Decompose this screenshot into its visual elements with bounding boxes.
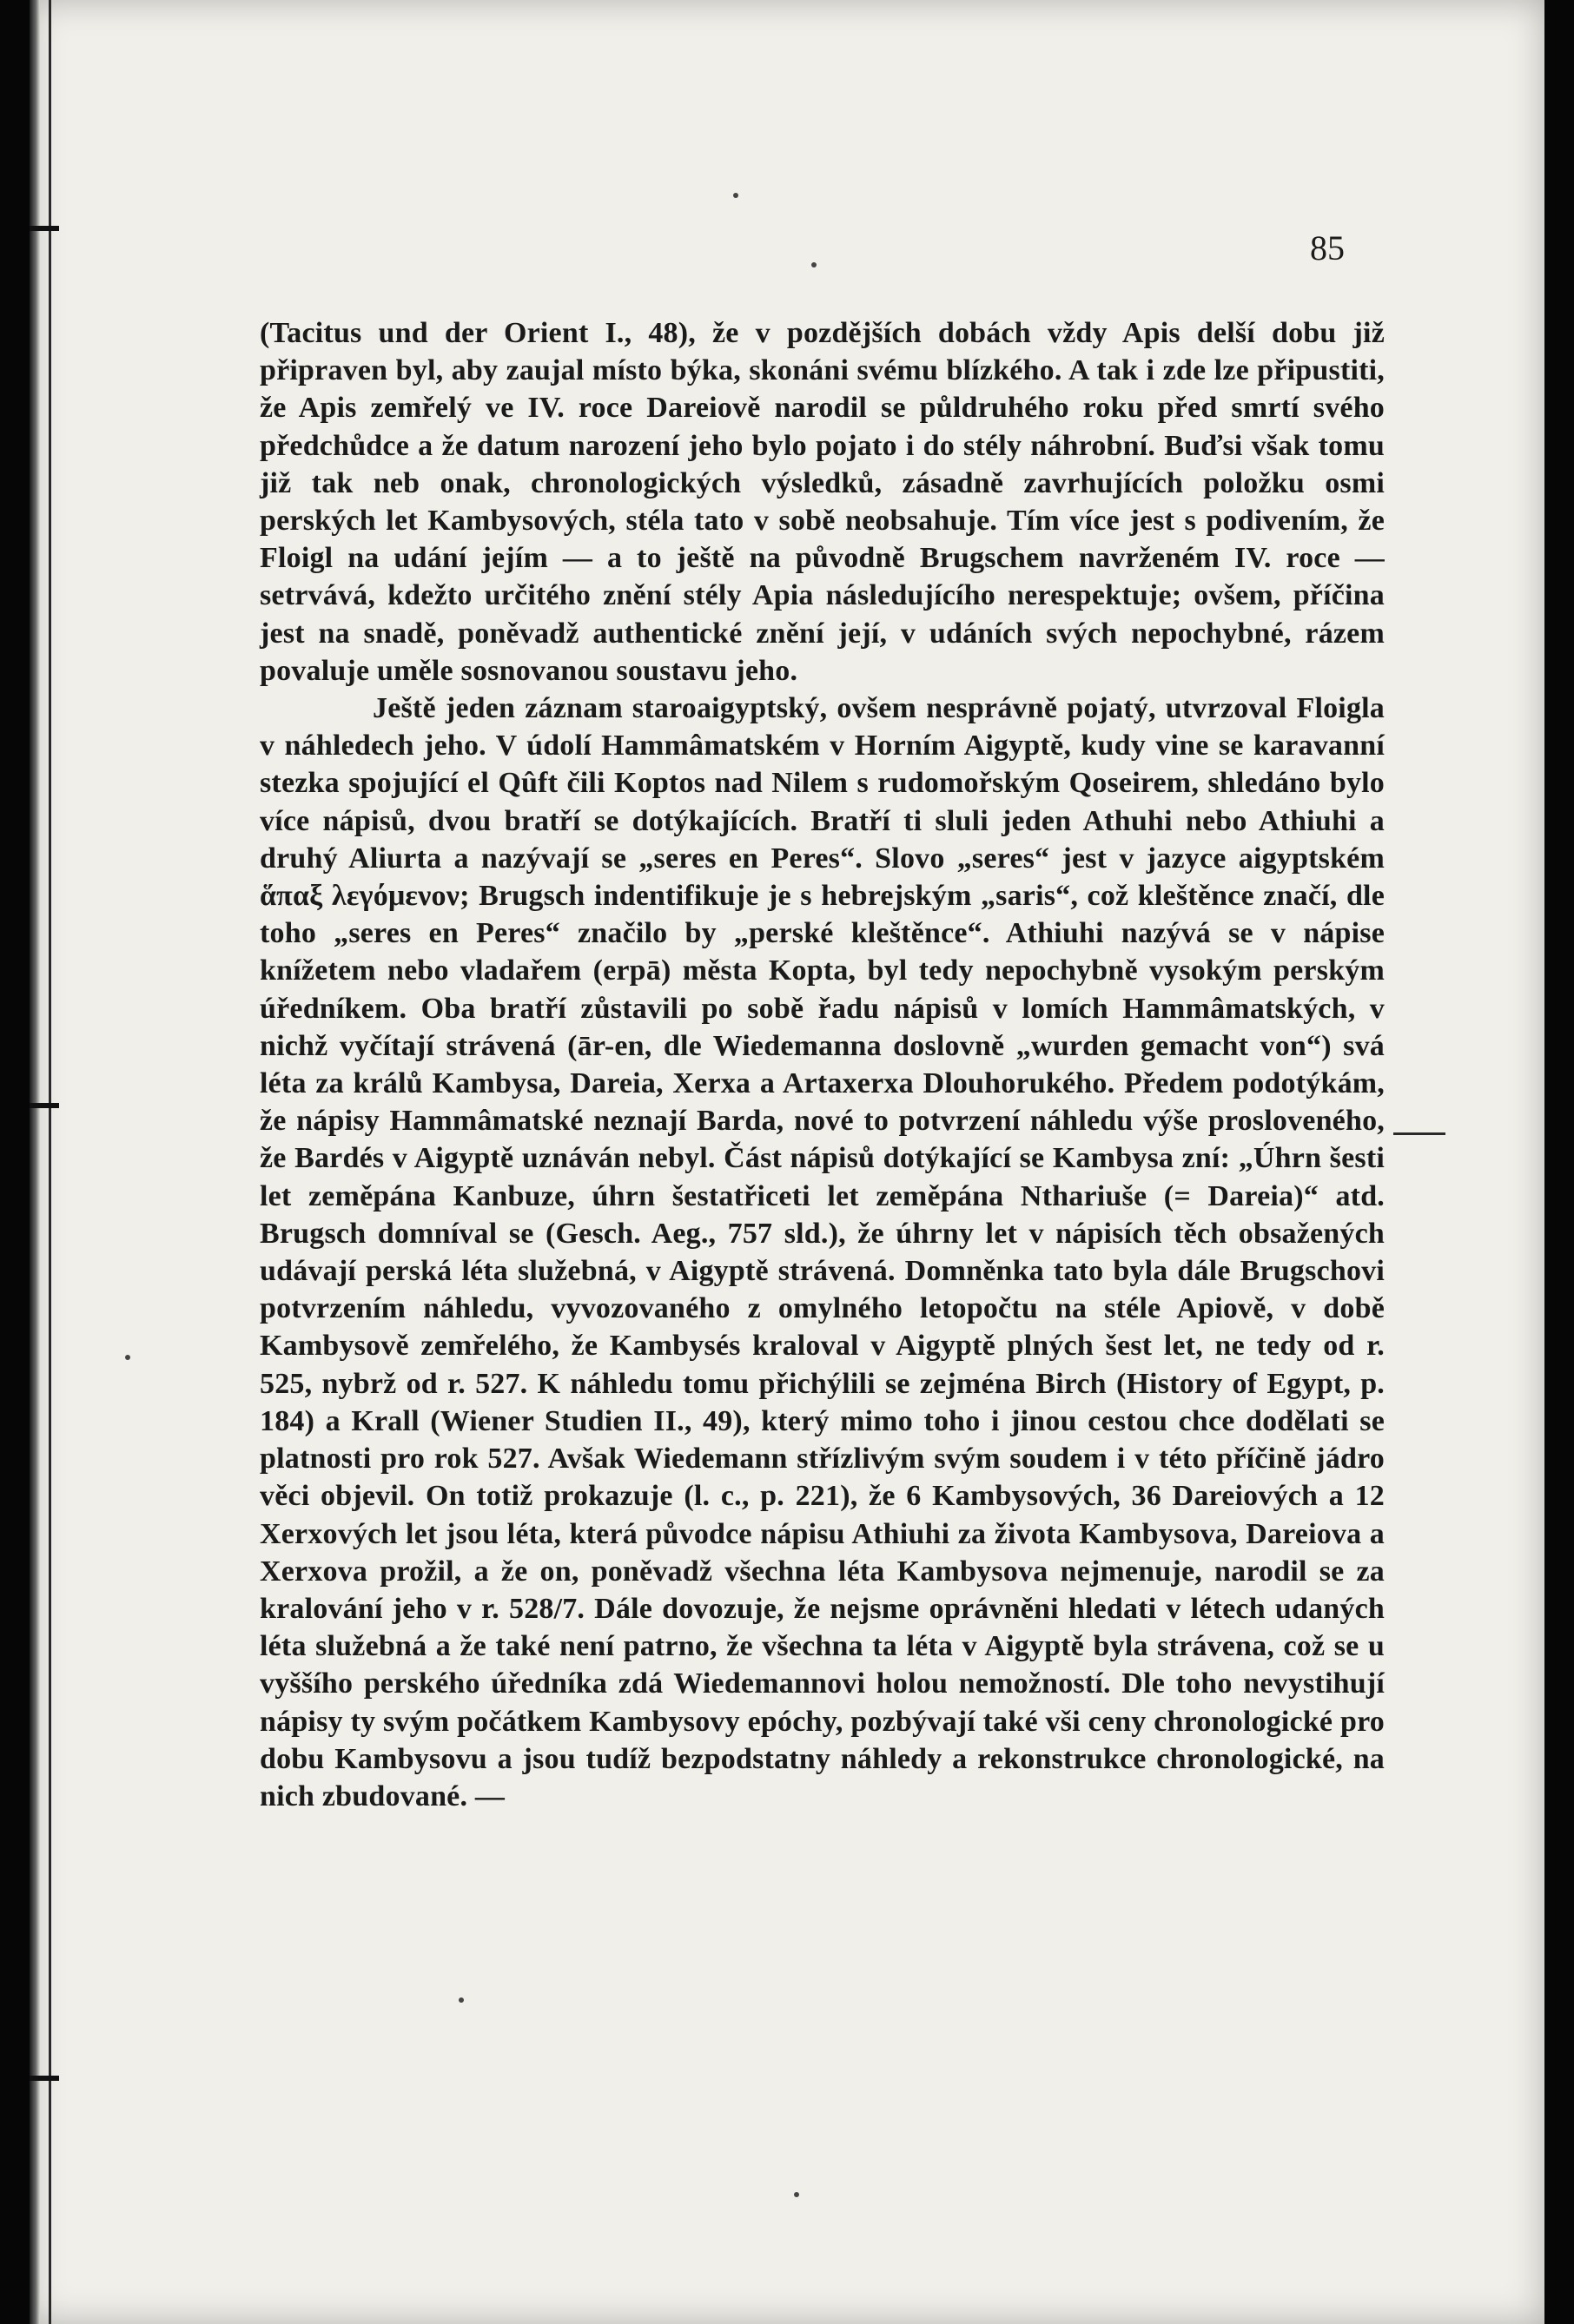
- paper-speck: [733, 193, 738, 198]
- paragraph: (Tacitus und der Orient I., 48), že v pozdějších dobách vždy Apis delší dobu již připraven byl, aby zaujal místo býka, skonáni svému blízkého. A tak i zde lze připustiti, že Apis zemřelý ve IV. roce Dareiově narodil se půldruhého roku před smrtí svého předchůdce a že datum narození jeho bylo pojato i do stély náhrobní. Buďsi však tomu již tak neb onak, chronologických výsledků, zásadně zavrhujících položku osmi perských let Kambysových, stéla tato v sobě neobsahuje. Tím více jest s podivením, že Floigl na udání jejím — a to ještě na původně Brugschem navrženém IV. roce — setrvává, kdežto určitého znění stély Apia následujícího nerespektuje; ovšem, příčina jest na snadě, poněvadž authentické znění její, v udáních svých nepochybné, rázem povaluje uměle sosnovanou soustavu jeho.: [260, 317, 1385, 687]
- body-text: [260, 314, 1385, 1815]
- paper-speck: [459, 1997, 464, 2003]
- paper-speck: [794, 2192, 799, 2197]
- spine-mark: [30, 1103, 59, 1108]
- page-number: 85: [1310, 228, 1345, 267]
- margin-mark: [1393, 1132, 1445, 1135]
- scan-border: [1544, 0, 1574, 2324]
- paper-speck: [811, 262, 817, 267]
- book-spine: [30, 0, 40, 2324]
- book-page: [30, 0, 1544, 2324]
- paragraph: Ještě jeden záznam staroaigyptský, ovšem nesprávně pojatý, utvrzoval Floigla v náhledech jeho. V údolí Hammâmatském v Horním Aigyptě, kudy vine se karavanní stezka spojující el Qûft čili Koptos nad Nilem s rudomořským Qoseirem, shledáno bylo více nápisů, dvou bratří se dotýkajících. Bratří ti sluli jeden Athuhi nebo Athiuhi a druhý Aliurta a nazývají se „seres en Peres“. Slovo „seres“ jest v jazyce aigyptském ἅπαξ λεγόμενον; Brugsch indentifikuje je s hebrejským „saris“, což kleštěnce značí, dle toho „seres en Peres“ značilo by „perské kleštěnce“. Athiuhi nazývá se v nápise knížetem nebo vladařem (erpā) města Kopta, byl tedy nepochybně vysokým perským úředníkem. Oba bratří zůstavili po sobě řadu nápisů v lomích Hammâmatských, v nichž vyčítají strávená (ār-en, dle Wiedemanna doslovně „wurden gemacht von“) svá léta za králů Kambysa, Dareia, Xerxa a Artaxerxa Dlouhorukého. Předem podotýkám, že nápisy Hammâmatské neznají Barda, nové to potvrzení náhledu výše prosloveného, že Bardés v Aigyptě uznáván nebyl. Část nápisů dotýkající se Kambysa zní: „Úhrn šesti let zeměpána Kanbuze, úhrn šestatřiceti let zeměpána Nthariuše (= Dareia)“ atd. Brugsch domníval se (Gesch. Aeg., 757 sld.), že úhrny let v nápisích těch obsažených udávají perská léta služebná, v Aigyptě strávená. Domněnka tato byla dále Brugschovi potvrzením náhledu, vyvozovaného z omylného letopočtu na stéle Apiově, v době Kambysově zemřelého, že Kambysés kraloval v Aigyptě plných šest let, ne tedy od r. 525, nybrž od r. 527. K náhledu tomu přichýlili se zejména Birch (History of Egypt, p. 184) a Krall (Wiener Studien II., 49), který mimo toho i jinou cestou chce dodělati se platnosti pro rok 527. Avšak Wiedemann střízlivým svým soudem i v této příčině jádro věci objevil. On totiž prokazuje (l. c., p. 221), že 6 Kambysových, 36 Dareiových a 12 Xerxových let jsou léta, která původce nápisu Athiuhi za života Kambysova, Dareiova a Xerxova prožil, a že on, poněvadž všechna léta Kambysova nejmenuje, narodil se za kralování jeho v r. 528/7. Dále dovozuje, že nejsme oprávněni hledati v létech udaných léta služebná a že také není patrno, že všechna ta léta v Aigyptě byla strávena, což se u vyššího perského úředníka zdá Wiedemannovi holou nemožností. Dle toho nevystihují nápisy ty svým počátkem Kambysovy epóchy, pozbývají také vši ceny chronologické pro dobu Kambysovu a jsou tudíž bezpodstatny náhledy a rekonstrukce chronologické, na nich zbudované. —: [260, 692, 1385, 1812]
- paper-speck: [125, 1355, 130, 1360]
- spine-mark: [30, 226, 59, 231]
- spine-line: [49, 0, 51, 2324]
- spine-mark: [30, 2076, 59, 2081]
